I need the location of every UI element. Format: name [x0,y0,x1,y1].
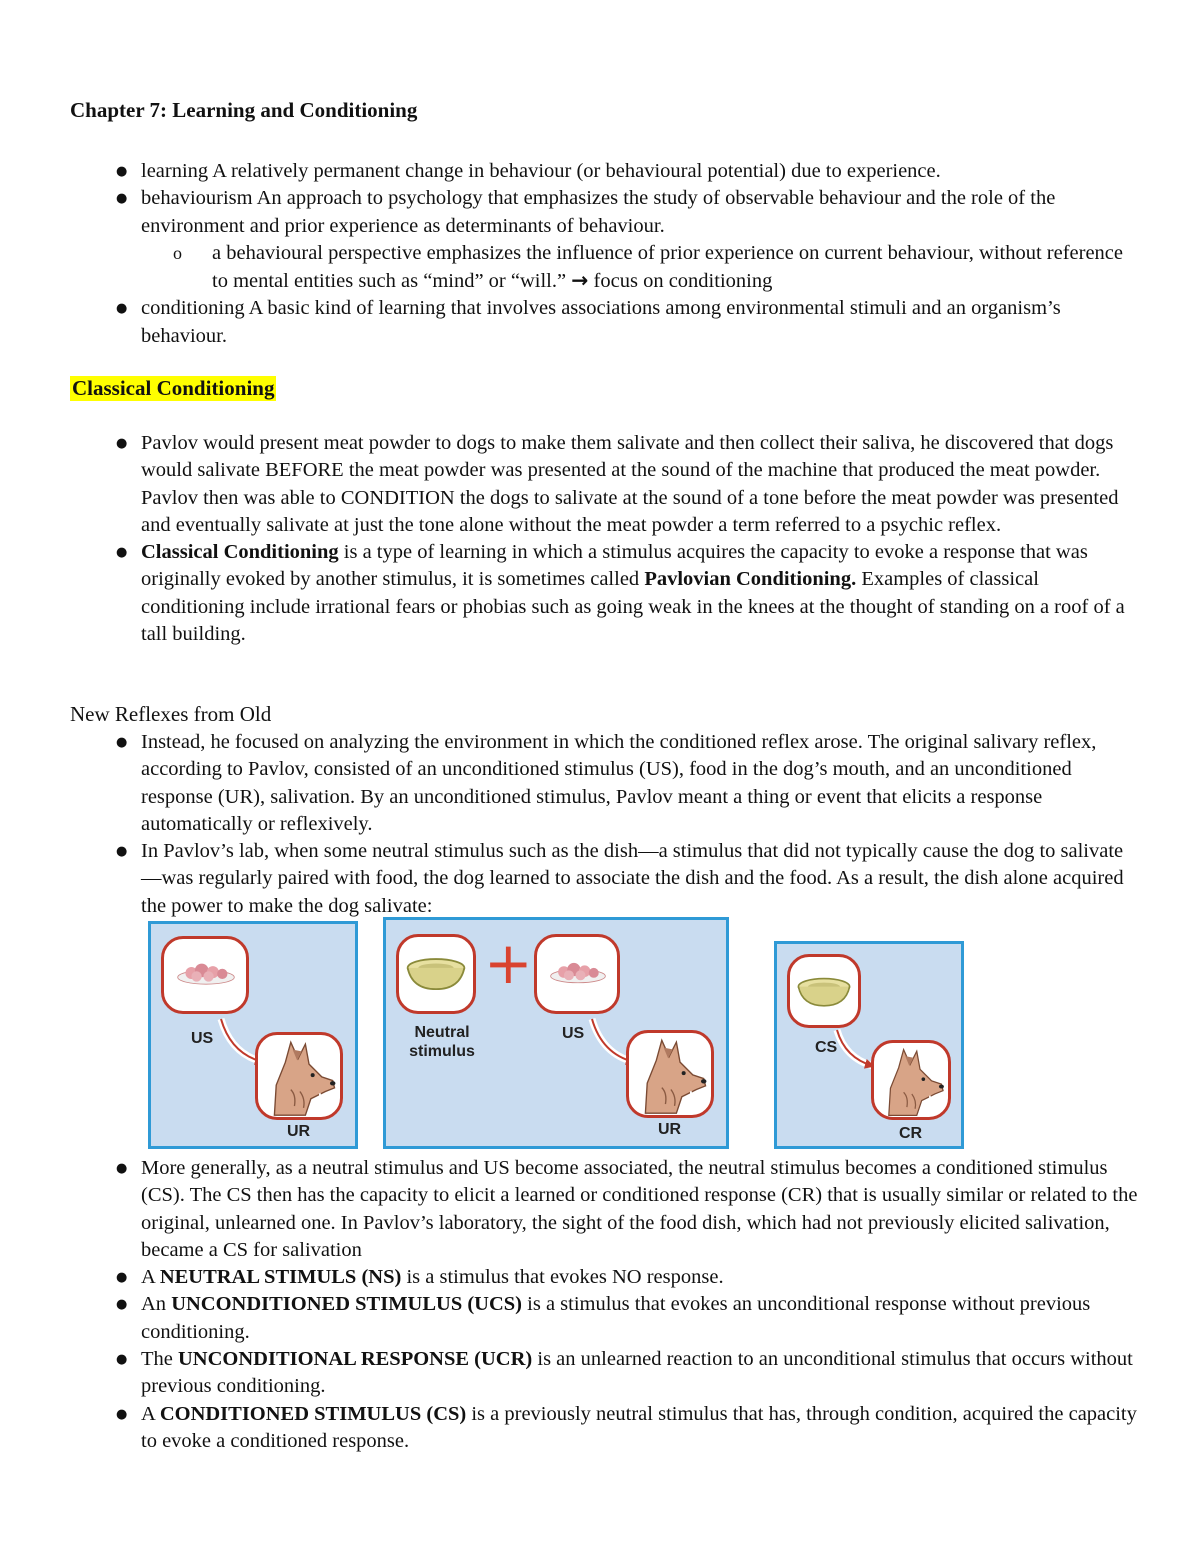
dog-icon [258,1035,340,1117]
term: behaviourism [141,187,253,210]
list-item: ● The UNCONDITIONAL RESPONSE (UCR) is an unlearned reaction to an unconditional stimulus that occurs without previous conditioning. [0,1346,1200,1401]
figure-panel-conditioned [774,941,964,1149]
us-box [161,936,249,1014]
figure-panel-pairing [383,917,729,1149]
reflexes-list [0,729,1200,920]
list-item: ● Instead, he focused on analyzing the environment in which the conditioned reflex arose. The original salivary reflex, according to Pavlov, consisted of an unconditioned stimulus (US), food in the dog’s mouth, and an unconditioned response (UR), salivation. By an unconditioned stimulus, Pavlov meant a thing or event that elicits a response automatically or reflexively. [0,729,1200,838]
list-item: ● More generally, as a neutral stimulus and US become associated, the neutral stimulus becomes a conditioned stimulus (CS). The CS then has the capacity to elicit a learned or conditioned response (CR) that is usually similar or related to the original, unlearned one. In Pavlov’s laboratory, the sight of the food dish, which had not previously elicited salivation, became a CS for salivation [0,1155,1200,1264]
bowl-icon [405,957,467,993]
list-item [0,158,1200,185]
us-label: US [562,1025,585,1042]
classical-list [0,430,1200,648]
list-item: ● In Pavlov’s lab, when some neutral stimulus such as the dish—a stimulus that did not typically cause the dog to salivate—was regularly paired with food, the dog learned to associate the dish and the food. As a result, the dish alone acquired the power to make the dog salivate: [0,838,1200,920]
chapter-title: Chapter 7: Learning and Conditioning [70,98,418,122]
term: conditioning [141,297,245,320]
list-item [0,295,1200,350]
us-box [534,934,620,1014]
cr-label: CR [899,1125,923,1142]
meat-icon [549,959,607,985]
term: learning [141,160,209,182]
dog-box [626,1030,714,1118]
figure-panel-unconditioned [148,921,358,1149]
definition: An approach to psychology that emphasizes the study of observable behaviour and the role of the environment and prior experience as determinants of behaviour. [141,187,1056,237]
intro-list [0,158,1200,350]
ur-label: UR [287,1123,311,1140]
dog-box [871,1040,951,1120]
us-label: US [191,1030,214,1047]
dog-icon [874,1043,948,1117]
meat-icon [176,959,236,987]
cs-label: CS [815,1039,838,1056]
definition: A relatively permanent change in behaviour (or behavioural potential) due to experience. [208,160,941,182]
sub-list-item: o a behavioural perspective emphasizes the influence of prior experience on current behaviour, without reference to mental entities such as “mind” or “will.” → focus on conditioning [0,240,1200,296]
dog-icon [629,1033,711,1115]
list-item: ● An UNCONDITIONED STIMULUS (UCS) is a stimulus that evokes an unconditional response without previous conditioning. [0,1291,1200,1346]
list-item: ● Classical Conditioning is a type of learning in which a stimulus acquires the capacity to evoke a response that was originally evoked by another stimulus, it is sometimes called Pavlovian Conditioning. Examples of classical conditioning include irrational fears or phobias such as going weak in the knees at the thought of standing on a roof of a tall building. [0,539,1200,648]
neutral-label: Neutral stimulus [409,1024,475,1060]
list-item: ● Pavlov would present meat powder to dogs to make them salivate and then collect their saliva, he discovered that dogs would salivate BEFORE the meat powder was presented at the sound of the machine that produced the meat powder. Pavlov then was able to CONDITION the dogs to salivate at the sound of a tone before the meat powder was presented and eventually salivate at just the tone alone without the meat powder a term referred to a psychic reflex. [0,430,1200,539]
conditioning-figure [0,917,1200,1153]
right-arrow-icon: → [571,268,589,293]
section-heading-reflexes: New Reflexes from Old [70,702,272,726]
plus-icon: + [484,929,533,997]
list-item: ● A NEUTRAL STIMULS (NS) is a stimulus that evokes NO response. [0,1264,1200,1291]
ur-label: UR [658,1121,682,1138]
dog-box [255,1032,343,1120]
list-item [0,185,1200,240]
neutral-box [396,934,476,1014]
list-item: ● A CONDITIONED STIMULUS (CS) is a previously neutral stimulus that has, through condition, acquired the capacity to evoke a conditioned response. [0,1401,1200,1456]
cs-box [787,954,861,1028]
bowl-icon [796,977,852,1009]
definitions-list [0,1155,1200,1455]
section-heading-classical: Classical Conditioning [72,376,275,400]
definition: A basic kind of learning that involves associations among environmental stimuli and an organism’s behaviour. [141,297,1061,347]
